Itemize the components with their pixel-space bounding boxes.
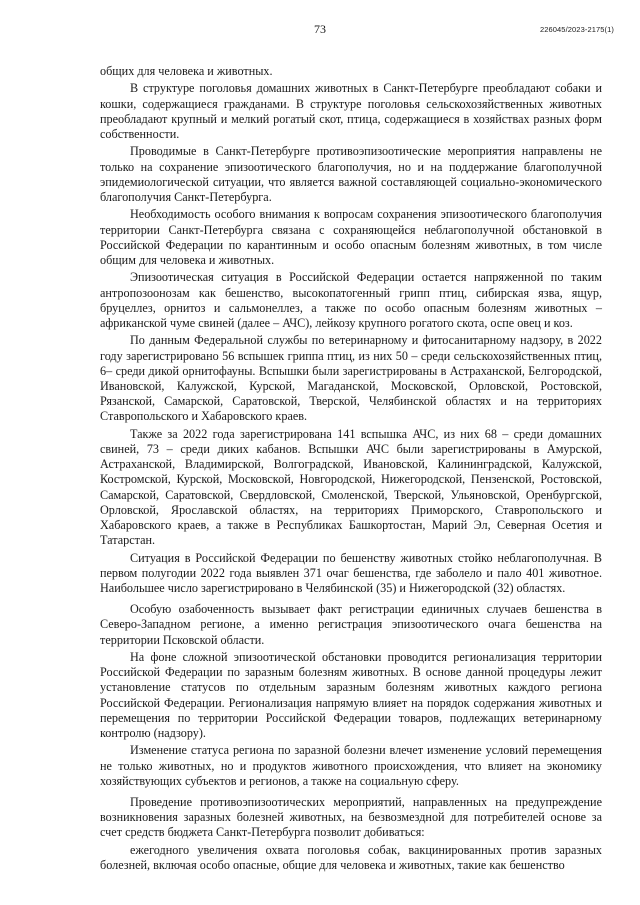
paragraph-continuation: общих для человека и животных. — [100, 64, 273, 78]
paragraph-status-change: Изменение статуса региона по заразной болезни влечет изменение условий перемещения не только животных, но и продуктов животного происхождения, что влияет на экономику хозяйствующих субъектов и регионов, а также на социальную сферу. — [100, 743, 602, 788]
paragraph-budget-measures: Проведение противоэпизоотических мероприятий, направленных на предупреждение возникновения заразных болезней животных, на безвозмездной для потребителей основе за счет средств бюджета Санкт-Петербурга позволит добиваться: — [100, 795, 602, 840]
paragraph-epizootic-situation: Эпизоотическая ситуация в Российской Федерации остается напряженной по таким антропозоонозам как бешенство, высокопатогенный грипп птиц, сибирская язва, ящур, бруцеллез, орнитоз и сальмонеллез, а также по особо опасным болезням животных – африканской чуме свиней (далее – АЧС), лейкозу крупного рогатого скота, оспе овец и коз. — [100, 270, 602, 330]
document-body — [100, 64, 602, 875]
document-id: 226045/2023-2175(1) — [539, 25, 614, 34]
paragraph-asf-data: Также за 2022 года зарегистрирована 141 вспышка АЧС, из них 68 – среди домашних свиней, 73 – среди диких кабанов. Вспышки АЧС были зарегистрированы в Амурской, Астраханской, Владимирской, Волгоградской, Ивановской, Калининградской, Калужской, Костромской, Курской, Московской, Новгородской, Нижегородской, Пензенской, Ростовской, Самарской, Саратовской, Свердловской, Смоленской, Тверской, Ульяновской, Оренбургской, Орловской, Ярославской областях, на территориях Приморского, Ставропольского и Хабаровского краев, а также в Республиках Башкортостан, Марий Эл, Северная Осетия и Татарстан. — [100, 426, 602, 548]
paragraph-regionalization: На фоне сложной эпизоотической обстановки проводится регионализация территории Российской Федерации по заразным болезням животных. В основе данной процедуры лежит установление статусов по отдельным заразным болезням животных каждого региона Российской Федерации. Регионализация напрямую влияет на порядок содержания животных и перемещения по территории Российской Федерации товаров, подлежащих ветеринарному контролю (надзору). — [100, 650, 602, 741]
paragraph-rabies-situation: Ситуация в Российской Федерации по бешенству животных стойко неблагополучная. В первом полугодии 2022 года выявлен 371 очаг бешенства, где заболело и пало 401 животное. Наибольшее число зарегистрировано в Челябинской (35) и Нижегородской (32) областях. — [100, 550, 602, 596]
paragraph-attention-necessity: Необходимость особого внимания к вопросам сохранения эпизоотического благополучия территории Санкт-Петербурга связана с сохраняющейся неблагополучной обстановкой в Российской Федерации по карантинным и особо опасным болезням животных, в том числе общим для человека и животных. — [100, 207, 602, 267]
paragraph-livestock-structure: В структуре поголовья домашних животных в Санкт-Петербурге преобладают собаки и кошки, содержащиеся гражданами. В структуре поголовья сельскохозяйственных животных преобладают крупный и мелкий рогатый скот, птица, содержащиеся в хозяйствах разных форм собственности. — [100, 81, 602, 141]
paragraph-northwest-rabies: Особую озабоченность вызывает факт регистрации единичных случаев бешенства в Северо-Западном регионе, а именно регистрация эпизоотического очага бешенства на территории Псковской области. — [100, 602, 602, 647]
paragraph-antiepizootic-measures: Проводимые в Санкт-Петербурге противоэпизоотические мероприятия направлены не только на сохранение эпизоотического благополучия, но и на поддержание благополучной эпидемиологической ситуации, что является важной составляющей социально-экономического благополучия Санкт-Петербурга. — [100, 144, 602, 204]
paragraph-avian-flu-data: По данным Федеральной службы по ветеринарному и фитосанитарному надзору, в 2022 году зарегистрировано 56 вспышек гриппа птиц, из них 50 – среди сельскохозяйственных птиц, 6– среди дикой орнитофауны. Вспышки были зарегистрированы в Астраханской, Белгородской, Ивановской, Калужской, Курской, Магаданской, Московской, Орловской, Ростовской, Рязанской, Самарской, Саратовской, Тверской, Челябинской областях и на территориях Ставропольского и Хабаровского краев. — [100, 333, 602, 424]
paragraph-vaccination-coverage: ежегодного увеличения охвата поголовья собак, вакцинированных против заразных болезней, включая особо опасные, общие для человека и животных, такие как бешенство — [100, 842, 602, 873]
page-number: 73 — [314, 22, 326, 36]
